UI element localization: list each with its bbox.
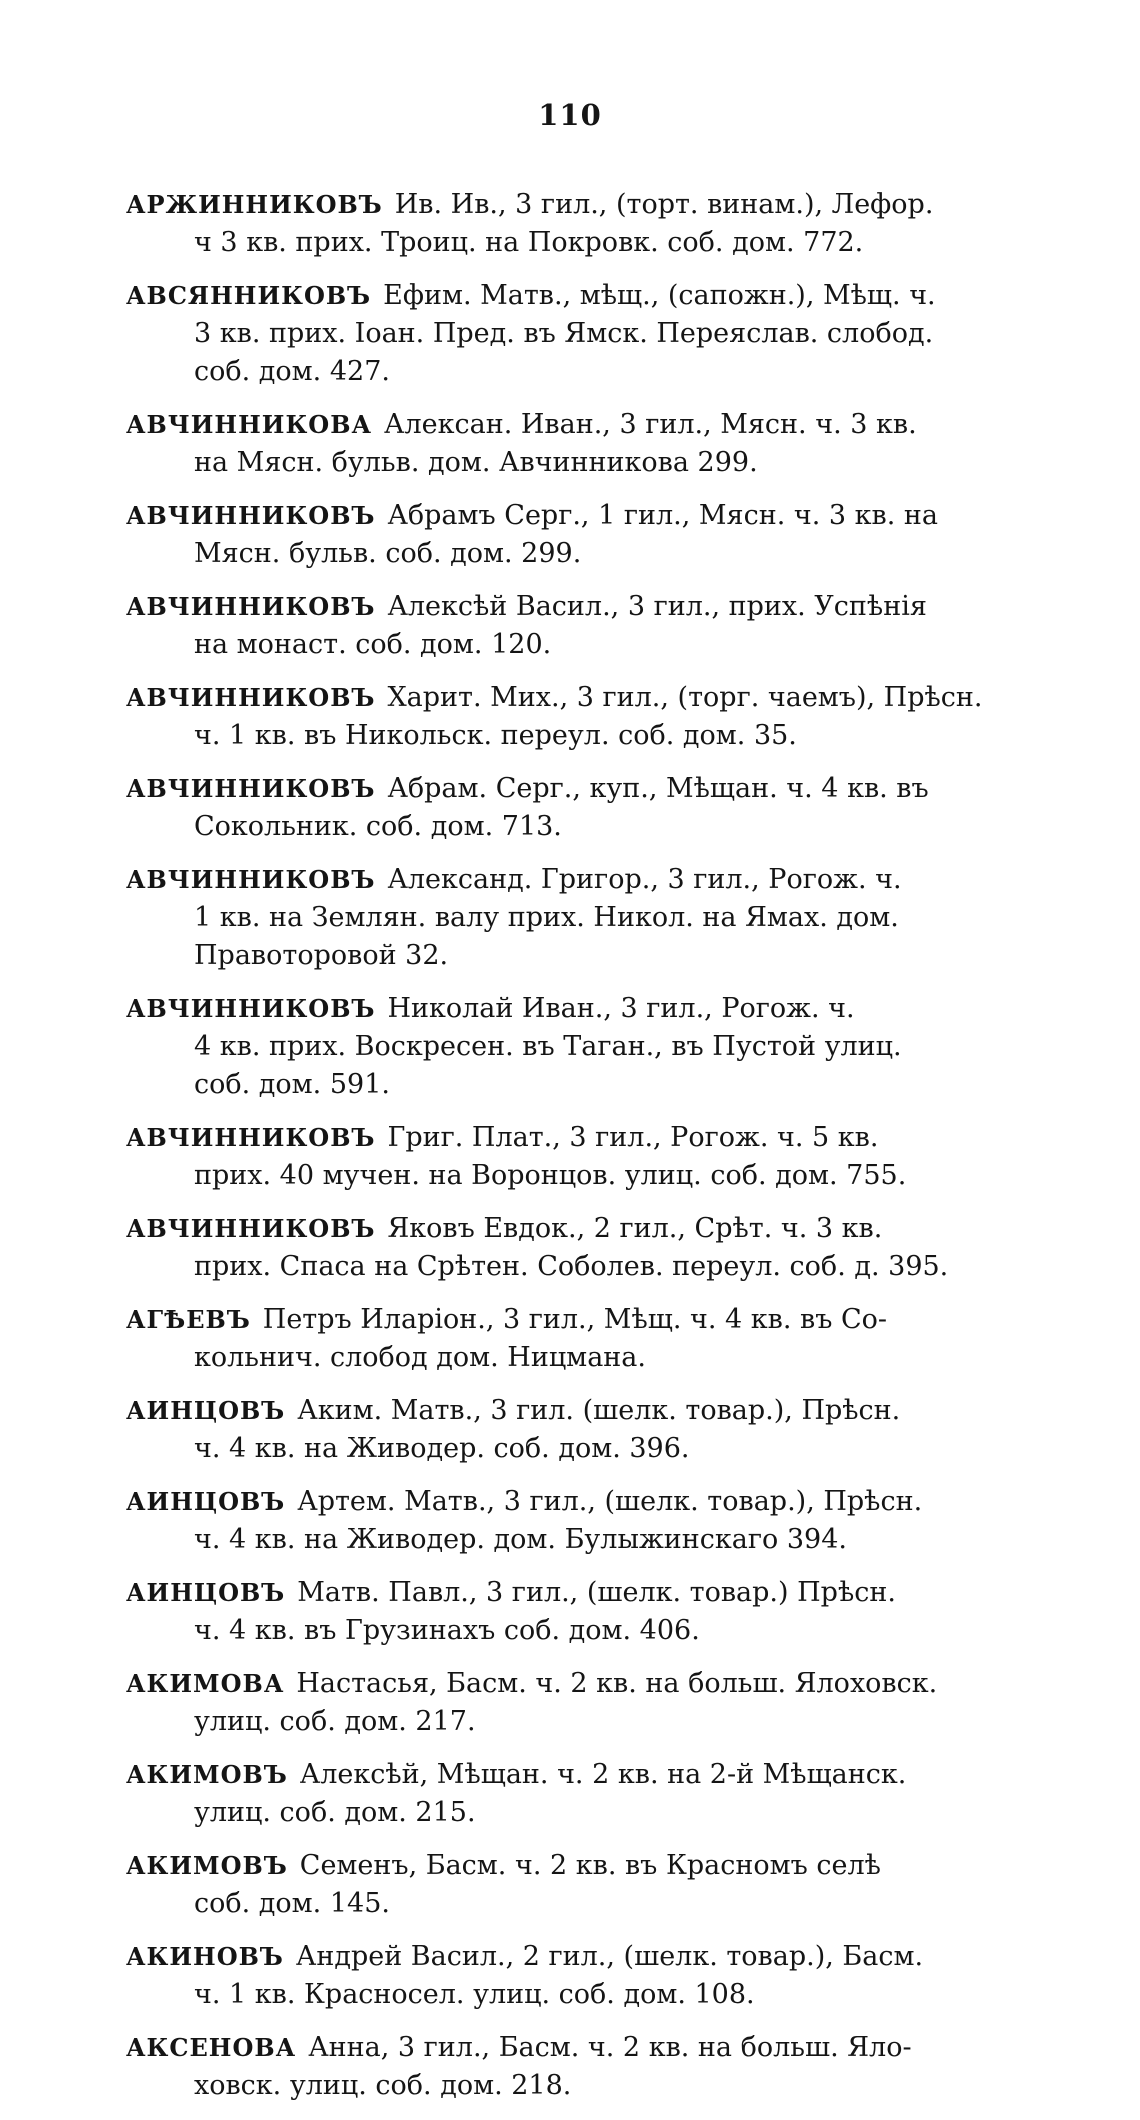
directory-entry	[126, 679, 1006, 755]
entry-first-line	[126, 1574, 1006, 1612]
directory-entry	[126, 1756, 1006, 1832]
entry-first-line	[126, 679, 1006, 717]
entry-first-line	[126, 1483, 1006, 1521]
entry-text: 4 кв. прих. Воскресен. въ Таган., въ Пустой улиц.	[194, 1031, 902, 1062]
entry-continuation-line	[126, 1794, 1006, 1832]
entry-text: Алексѣй Васил., 3 гил., прих. Успѣнія	[387, 591, 927, 622]
page-number: 110	[538, 98, 602, 132]
entry-text: Абрам. Серг., куп., Мѣщан. ч. 4 кв. въ	[387, 773, 929, 804]
entry-first-line	[126, 1210, 1006, 1248]
directory-entry	[126, 861, 1006, 975]
entry-text: на Мясн. бульв. дом. Авчинникова 299.	[194, 447, 758, 478]
entry-text: Правоторовой 32.	[194, 940, 449, 971]
entry-continuation-line	[126, 353, 1006, 391]
entry-first-line	[126, 1938, 1006, 1976]
entry-text: ч. 4 кв. на Живодер. соб. дом. 396.	[194, 1433, 690, 1464]
entry-text: Ив. Ив., 3 гил., (торт. винам.), Лефор.	[394, 189, 934, 220]
entry-surname: АВЧИННИКОВЪ	[126, 501, 376, 530]
entry-first-line	[126, 1301, 1006, 1339]
entry-text: Сокольник. соб. дом. 713.	[194, 811, 562, 842]
entry-continuation-line	[126, 937, 1006, 975]
entry-text: Ефим. Матв., мѣщ., (сапожн.), Мѣщ. ч.	[383, 280, 936, 311]
entry-continuation-line	[126, 717, 1006, 755]
entry-surname: АВЧИННИКОВЪ	[126, 683, 376, 712]
entry-text: кольнич. слобод дом. Ницмана.	[194, 1342, 646, 1373]
entry-surname: АВСЯННИКОВЪ	[126, 281, 372, 310]
directory-entry	[126, 1665, 1006, 1741]
entry-continuation-line	[126, 1521, 1006, 1559]
entry-continuation-line	[126, 1248, 1006, 1286]
entry-surname: АКИНОВЪ	[126, 1942, 284, 1971]
entry-surname: АВЧИННИКОВЪ	[126, 1123, 376, 1152]
entry-continuation-line	[126, 1430, 1006, 1468]
entry-first-line	[126, 2029, 1006, 2067]
entry-text: Харит. Мих., 3 гил., (торг. чаемъ), Прѣсн.	[387, 682, 983, 713]
entry-text: Настасья, Басм. ч. 2 кв. на больш. Ялоховск.	[296, 1668, 938, 1699]
directory-entry	[126, 1392, 1006, 1468]
entry-text: Семенъ, Басм. ч. 2 кв. въ Красномъ селѣ	[299, 1850, 881, 1881]
entry-text: Артем. Матв., 3 гил., (шелк. товар.), Прѣсн.	[297, 1486, 923, 1517]
entry-surname: АВЧИННИКОВА	[126, 410, 373, 439]
entry-text: Алексѣй, Мѣщан. ч. 2 кв. на 2-й Мѣщанск.	[299, 1759, 907, 1790]
entry-first-line	[126, 277, 1006, 315]
entry-surname: АКИМОВЪ	[126, 1760, 288, 1789]
directory-entry	[126, 1483, 1006, 1559]
entry-text: Андрей Васил., 2 гил., (шелк. товар.), Басм.	[295, 1941, 924, 1972]
entry-surname: АВЧИННИКОВЪ	[126, 994, 376, 1023]
directory-entry	[126, 770, 1006, 846]
entry-first-line	[126, 861, 1006, 899]
entry-text: ч 3 кв. прих. Троиц. на Покровк. соб. дом. 772.	[194, 227, 864, 258]
entry-continuation-line	[126, 899, 1006, 937]
directory-entry	[126, 186, 1006, 262]
entry-surname: АИНЦОВЪ	[126, 1578, 286, 1607]
entry-text: прих. Спаса на Срѣтен. Соболев. переул. соб. д. 395.	[194, 1251, 949, 1282]
entry-text: ч. 4 кв. въ Грузинахъ соб. дом. 406.	[194, 1615, 700, 1646]
entry-continuation-line	[126, 1612, 1006, 1650]
directory-entry	[126, 497, 1006, 573]
entry-text: ховск. улиц. соб. дом. 218.	[194, 2070, 572, 2101]
entry-continuation-line	[126, 1157, 1006, 1195]
entry-surname: АГѢЕВЪ	[126, 1305, 251, 1334]
entry-text: Яковъ Евдок., 2 гил., Срѣт. ч. 3 кв.	[387, 1213, 883, 1244]
entry-text: Николай Иван., 3 гил., Рогож. ч.	[387, 993, 855, 1024]
directory-entry	[126, 406, 1006, 482]
entry-continuation-line	[126, 444, 1006, 482]
entry-first-line	[126, 497, 1006, 535]
directory-entry	[126, 1938, 1006, 2014]
directory-entry	[126, 1301, 1006, 1377]
entry-text: Александ. Григор., 3 гил., Рогож. ч.	[387, 864, 902, 895]
entry-text: Петръ Иларіон., 3 гил., Мѣщ. ч. 4 кв. въ Со-	[262, 1304, 888, 1335]
directory-entries	[126, 186, 1006, 2120]
entry-text: Анна, 3 гил., Басм. ч. 2 кв. на больш. Яло-	[308, 2032, 912, 2063]
entry-text: на монаст. соб. дом. 120.	[194, 629, 552, 660]
entry-text: ч. 1 кв. Красносел. улиц. соб. дом. 108.	[194, 1979, 755, 2010]
entry-text: ч. 1 кв. въ Никольск. переул. соб. дом. 35.	[194, 720, 797, 751]
entry-surname: АРЖИННИКОВЪ	[126, 190, 383, 219]
entry-text: Мясн. бульв. соб. дом. 299.	[194, 538, 582, 569]
directory-entry	[126, 277, 1006, 391]
entry-surname: АВЧИННИКОВЪ	[126, 1214, 376, 1243]
directory-entry	[126, 1847, 1006, 1923]
entry-text: соб. дом. 591.	[194, 1069, 390, 1100]
entry-text: Алексан. Иван., 3 гил., Мясн. ч. 3 кв.	[384, 409, 917, 440]
entry-text: Аким. Матв., 3 гил. (шелк. товар.), Прѣсн.	[297, 1395, 901, 1426]
entry-surname: АВЧИННИКОВЪ	[126, 774, 376, 803]
entry-text: прих. 40 мучен. на Воронцов. улиц. соб. дом. 755.	[194, 1160, 907, 1191]
entry-surname: АКСЕНОВА	[126, 2033, 297, 2062]
entry-first-line	[126, 1392, 1006, 1430]
entry-continuation-line	[126, 1028, 1006, 1066]
directory-entry	[126, 990, 1006, 1104]
directory-entry	[126, 1210, 1006, 1286]
entry-first-line	[126, 990, 1006, 1028]
entry-surname: АИНЦОВЪ	[126, 1487, 286, 1516]
entry-text: 3 кв. прих. Іоан. Пред. въ Ямск. Переяслав. слобод.	[194, 318, 934, 349]
entry-surname: АВЧИННИКОВЪ	[126, 592, 376, 621]
entry-surname: АКИМОВЪ	[126, 1851, 288, 1880]
entry-text: Григ. Плат., 3 гил., Рогож. ч. 5 кв.	[387, 1122, 879, 1153]
entry-first-line	[126, 186, 1006, 224]
entry-first-line	[126, 588, 1006, 626]
entry-text: Абрамъ Серг., 1 гил., Мясн. ч. 3 кв. на	[387, 500, 938, 531]
directory-entry	[126, 2029, 1006, 2105]
entry-first-line	[126, 1847, 1006, 1885]
entry-text: соб. дом. 145.	[194, 1888, 390, 1919]
entry-continuation-line	[126, 2067, 1006, 2105]
entry-continuation-line	[126, 1976, 1006, 2014]
entry-first-line	[126, 1756, 1006, 1794]
entry-text: улиц. соб. дом. 215.	[194, 1797, 476, 1828]
entry-continuation-line	[126, 1885, 1006, 1923]
entry-continuation-line	[126, 1339, 1006, 1377]
entry-first-line	[126, 1119, 1006, 1157]
entry-surname: АИНЦОВЪ	[126, 1396, 286, 1425]
entry-continuation-line	[126, 626, 1006, 664]
entry-continuation-line	[126, 808, 1006, 846]
entry-text: ч. 4 кв. на Живодер. дом. Булыжинскаго 394.	[194, 1524, 847, 1555]
directory-entry	[126, 1574, 1006, 1650]
entry-text: 1 кв. на Землян. валу прих. Никол. на Ямах. дом.	[194, 902, 899, 933]
entry-continuation-line	[126, 535, 1006, 573]
entry-continuation-line	[126, 1066, 1006, 1104]
entry-first-line	[126, 1665, 1006, 1703]
entry-surname: АКИМОВА	[126, 1669, 285, 1698]
entry-continuation-line	[126, 315, 1006, 353]
entry-text: соб. дом. 427.	[194, 356, 390, 387]
entry-surname: АВЧИННИКОВЪ	[126, 865, 376, 894]
directory-entry	[126, 588, 1006, 664]
entry-first-line	[126, 406, 1006, 444]
entry-text: улиц. соб. дом. 217.	[194, 1706, 476, 1737]
directory-entry	[126, 1119, 1006, 1195]
entry-continuation-line	[126, 1703, 1006, 1741]
entry-text: Матв. Павл., 3 гил., (шелк. товар.) Прѣсн.	[297, 1577, 896, 1608]
entry-first-line	[126, 770, 1006, 808]
entry-continuation-line	[126, 224, 1006, 262]
